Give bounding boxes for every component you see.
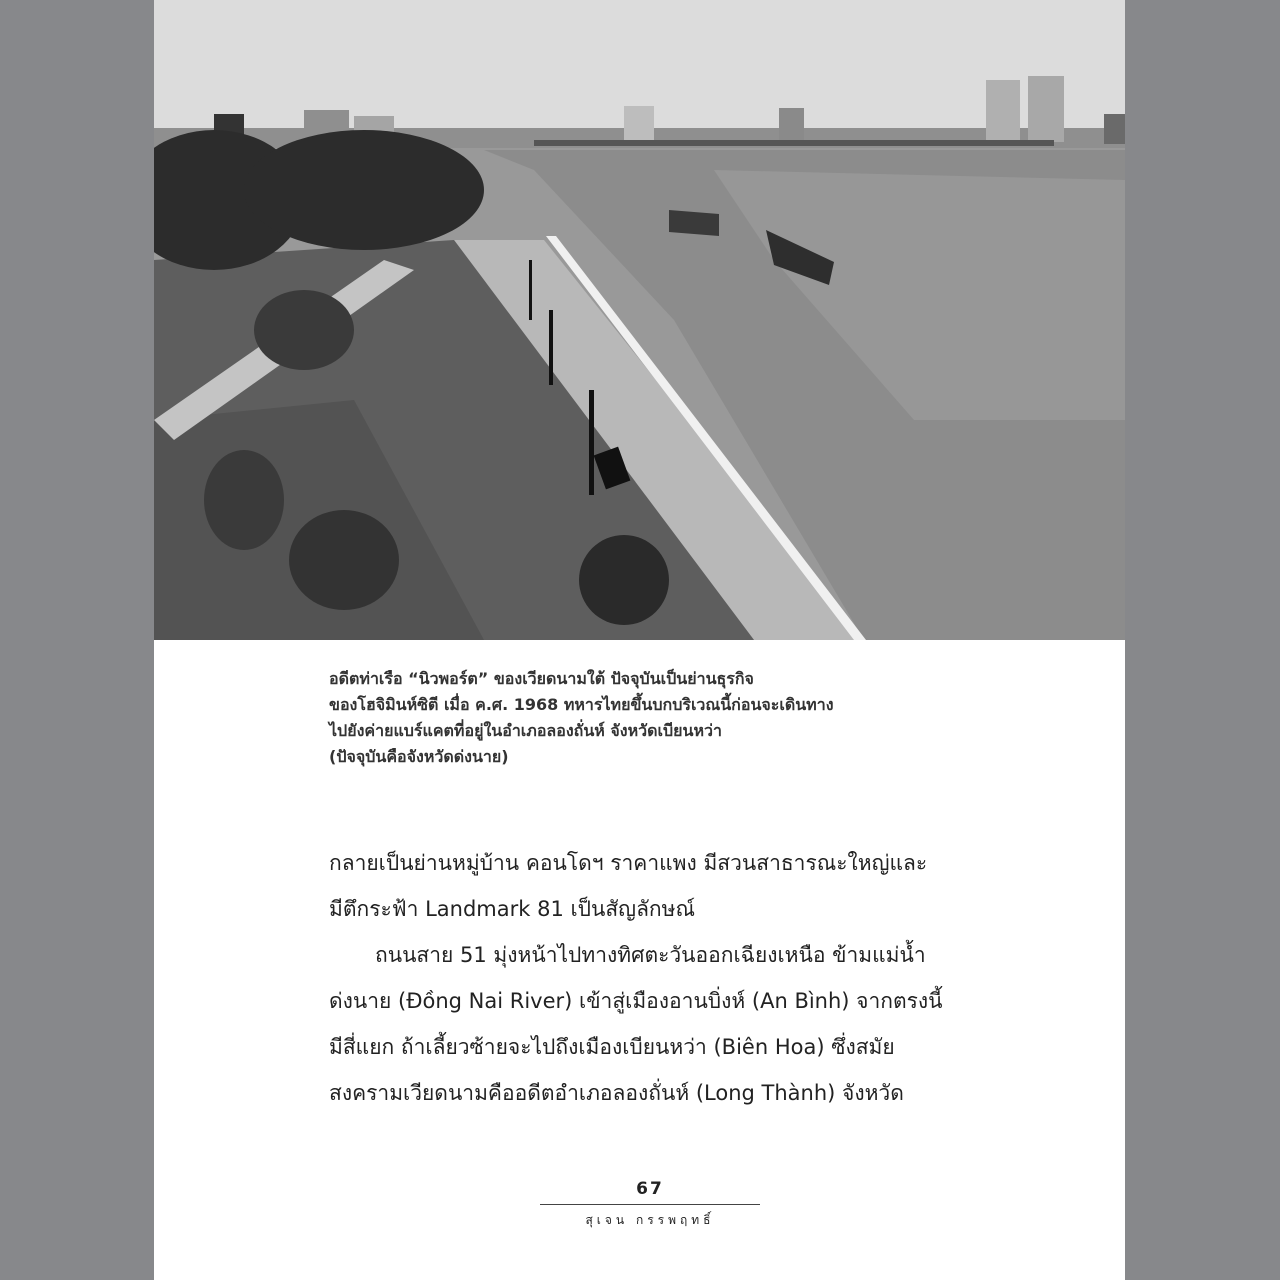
page-number: 67 bbox=[636, 1179, 664, 1199]
footer-divider bbox=[540, 1204, 760, 1205]
author-name: สุเจน กรรพฤทธิ์ bbox=[585, 1213, 715, 1227]
page-footer bbox=[540, 1177, 760, 1230]
caption-line: (ปัจจุบันคือจังหวัดด่งนาย) bbox=[329, 747, 509, 766]
body-line: ด่งนาย (Đồng Nai River) เข้าสู่เมืองอานบิ่งห์ (An Bình) จากตรงนี้ bbox=[329, 989, 943, 1013]
body-line: มีตึกระฟ้า Landmark 81 เป็นสัญลักษณ์ bbox=[329, 897, 695, 921]
photo-caption bbox=[329, 666, 929, 770]
caption-line: ไปยังค่ายแบร์แคตที่อยู่ในอำเภอลองถั่นห์ จังหวัดเบียนหว่า bbox=[329, 721, 722, 740]
caption-line: ของโฮจิมินห์ซิตี เมื่อ ค.ศ. 1968 ทหารไทยขึ้นบกบริเวณนี้ก่อนจะเดินทาง bbox=[329, 695, 834, 714]
book-page bbox=[154, 0, 1125, 1280]
body-line: มีสี่แยก ถ้าเลี้ยวซ้ายจะไปถึงเมืองเบียนหว่า (Biên Hoa) ซึ่งสมัย bbox=[329, 1035, 895, 1059]
body-line: ถนนสาย 51 มุ่งหน้าไปทางทิศตะวันออกเฉียงเหนือ ข้ามแม่น้ำ bbox=[375, 943, 926, 967]
riverside-photo bbox=[154, 0, 1125, 640]
caption-line: อดีตท่าเรือ “นิวพอร์ต” ของเวียดนามใต้ ปัจจุบันเป็นย่านธุรกิจ bbox=[329, 669, 754, 688]
body-line: กลายเป็นย่านหมู่บ้าน คอนโดฯ ราคาแพง มีสวนสาธารณะใหญ่และ bbox=[329, 851, 928, 875]
body-line: สงครามเวียดนามคืออดีตอำเภอลองถั่นห์ (Long Thành) จังหวัด bbox=[329, 1081, 904, 1105]
body-text bbox=[329, 840, 1029, 1116]
